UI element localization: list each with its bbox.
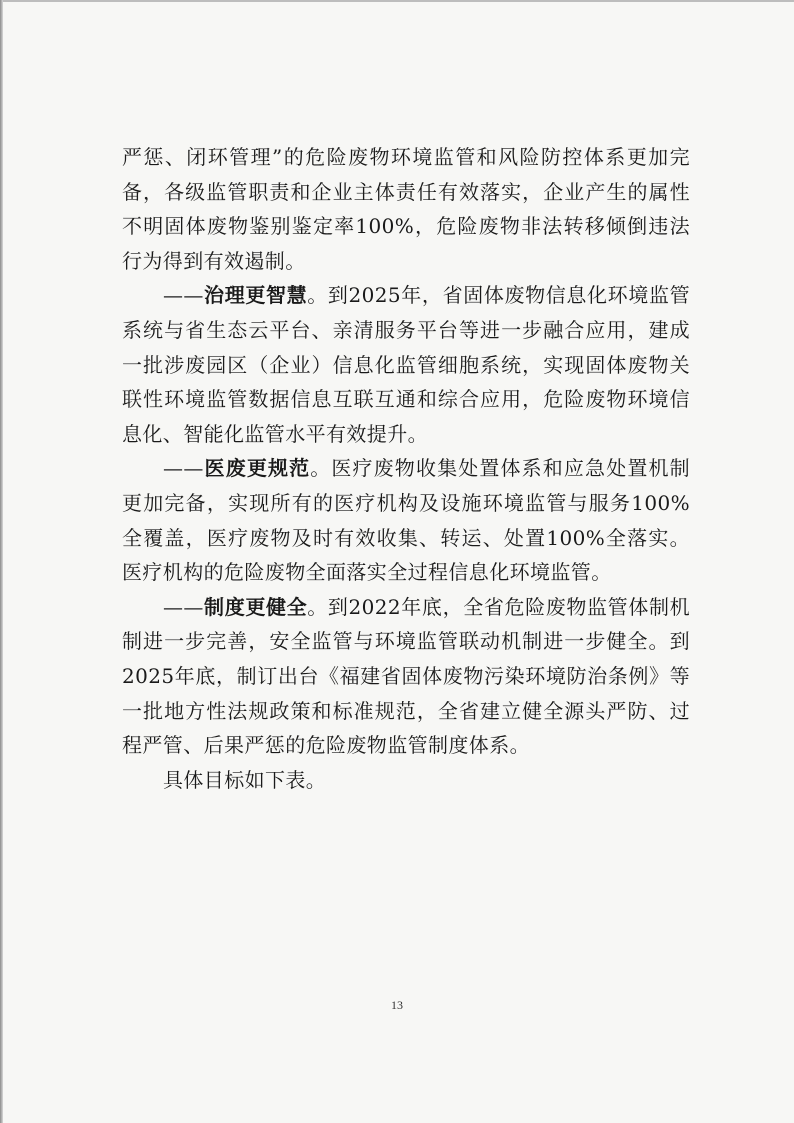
paragraph-continued (122, 140, 690, 278)
paragraph-dash: —— (163, 594, 204, 619)
scan-edge-top (0, 0, 794, 2)
paragraph-lead: 医废更规范 (203, 456, 311, 481)
paragraph-text: 具体目标如下表。 (163, 767, 327, 792)
paragraph-text: 。医疗废物收集处置体系和应急处置机制更加完备，实现所有的医疗机构及设施环境监管与服务100%全覆盖，医疗废物及时有效收集、转运、处置100%全落实。医疗机构的危险废物全面落实全过程信息化环境监管。 (122, 456, 691, 585)
page-number: 13 (391, 998, 403, 1012)
paragraph-text: 。到2025年，省固体废物信息化环境监管系统与省生态云平台、亲清服务平台等进一步融合应用，建成一批涉废园区（企业）信息化监管细胞系统，实现固体废物关联性环境监管数据信息互联互通和综合应用，危险废物环境信息化、智能化监管水平有效提升。 (122, 283, 691, 446)
paragraph-table-intro (122, 763, 690, 798)
paragraph-smart-governance (122, 278, 690, 451)
paragraph-institutions (122, 590, 690, 763)
paragraph-lead: 治理更智慧 (203, 283, 308, 308)
paragraph-dash: —— (163, 456, 204, 481)
paragraph-lead: 制度更健全 (203, 594, 308, 619)
scan-edge-left (0, 0, 3, 1123)
paragraph-text: 。到2022年底，全省危险废物监管体制机制进一步完善，安全监管与环境监管联动机制进一步健全。到2025年底，制订出台《福建省固体废物污染环境防治条例》等一批地方性法规政策和标准规范，全省建立健全源头严防、过程严管、后果严惩的危险废物监管制度体系。 (122, 594, 691, 758)
paragraph-medical-waste (122, 451, 690, 589)
document-body (122, 140, 690, 797)
paragraph-text: 严惩、闭环管理”的危险废物环境监管和风险防控体系更加完备，各级监管职责和企业主体责任有效落实，企业产生的属性不明固体废物鉴别鉴定率100%，危险废物非法转移倾倒违法行为得到有效遏制。 (122, 145, 690, 273)
paragraph-dash: —— (163, 283, 204, 308)
